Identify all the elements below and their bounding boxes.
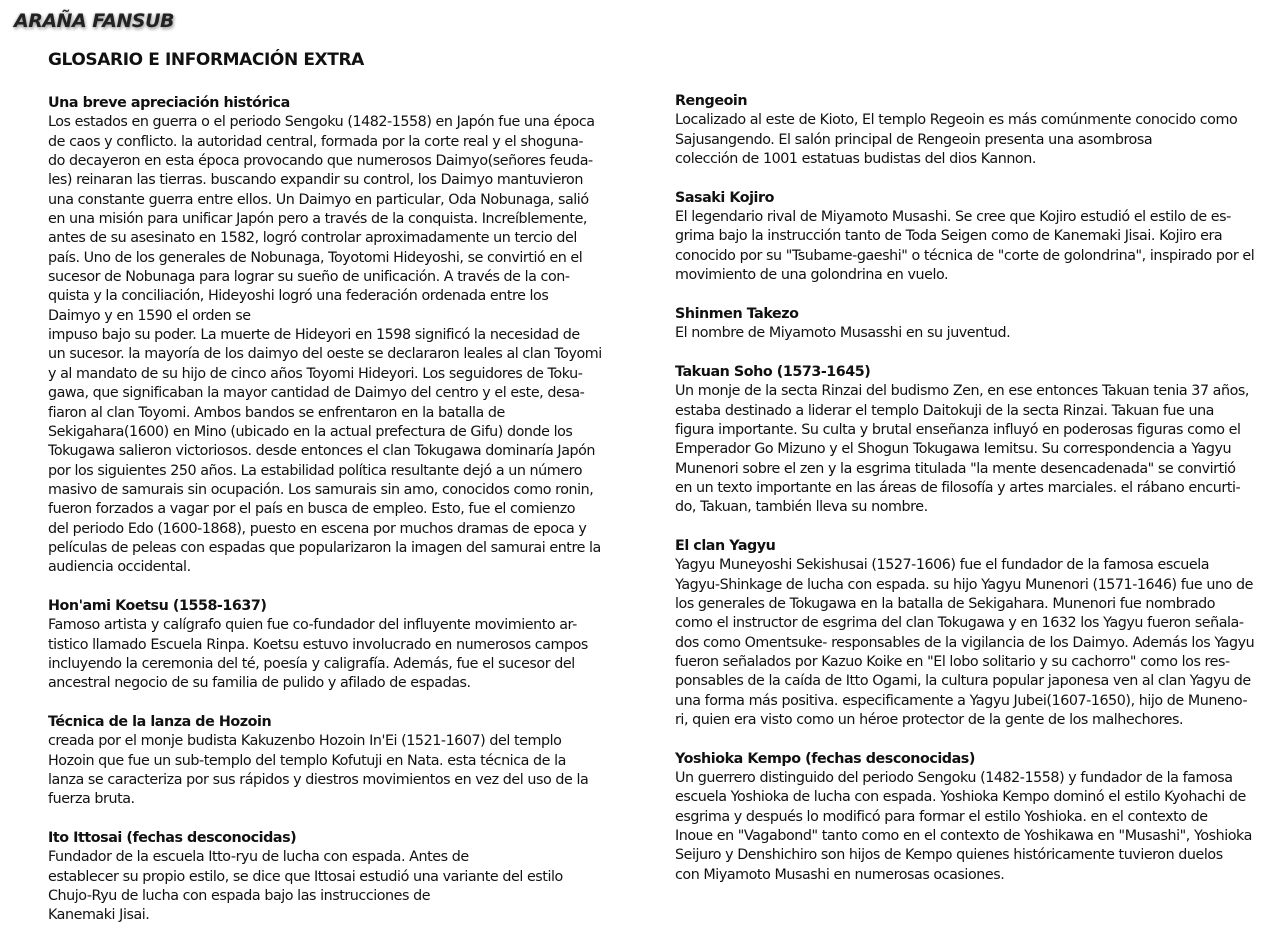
text-line: do decayeron en esta época provocando que numerosos Daimyo(señores feuda- — [48, 153, 593, 170]
text-line: incluyendo la ceremonia del té, poesía y caligrafía. Además, fue el sucesor del — [48, 655, 575, 672]
text-line: sucesor de Nobunaga para lograr su sueño de unificación. A través de la con- — [48, 269, 570, 286]
text-line: Famoso artista y calígrafo quien fue co-fundador del influyente movimiento ar- — [48, 617, 577, 634]
text-line: grima bajo la instrucción tanto de Toda Seigen como de Kanemaki Jisai. Kojiro era — [675, 228, 1223, 245]
text-line: un sucesor. la mayoría de los daimyo del oeste se declararon leales al clan Toyomi — [48, 346, 602, 363]
section-sasaki-kojiro — [675, 189, 1255, 286]
text-line: estaba destinado a liderar el templo Daitokuji de la secta Rinzai. Takuan fue una — [675, 402, 1214, 419]
text-line: Tokugawa salieron victoriosos. desde entonces el clan Tokugawa dominaría Japón — [48, 443, 596, 460]
text-line: Fundador de la escuela Itto-ryu de lucha con espada. Antes de — [48, 849, 469, 866]
section-title: Shinmen Takezo — [675, 305, 799, 322]
text-line: en un texto importante en las áreas de filosofía y artes marciales. el rábano encurti- — [675, 479, 1241, 496]
text-line: una forma más positiva. especificamente a Yagyu Jubei(1607-1650), hijo de Muneno- — [675, 692, 1248, 709]
section-title: Rengeoin — [675, 93, 748, 109]
left-column — [48, 94, 608, 945]
text-line: Un monje de la secta Rinzai del budismo Zen, en ese entonces Takuan tenia 37 años, — [675, 383, 1249, 400]
section-rengeoin — [675, 92, 1238, 169]
text-line: por los siguientes 250 años. La estabilidad política resultante dejó a un número — [48, 462, 582, 479]
text-line: les) reinaran las tierras. buscando expandir su control, los Daimyo mantuvieron — [48, 172, 583, 189]
text-line: quista y la conciliación, Hideyoshi logró una federación ordenada entre los — [48, 288, 549, 305]
section-el-clan-yagyu — [675, 537, 1255, 730]
text-line: ri, quien era visto como un héroe protector de la gente de los malhechores. — [675, 712, 1184, 728]
text-line: Chujo-Ryu de lucha con espada bajo las instrucciones de — [48, 888, 431, 905]
section-takuan-soho-1573-1645 — [675, 363, 1249, 518]
text-line: los generales de Tokugawa en la batalla de Sekigahara. Munenori fue nombrado — [675, 595, 1216, 612]
text-line: dos como Omentsuke- responsables de la vigilancia de los Daimyo. Además los Yagyu — [675, 634, 1255, 651]
text-line: escuela Yoshioka de lucha con espada. Yoshioka Kempo dominó el estilo Kyohachi de — [675, 789, 1246, 806]
text-line: creada por el monje budista Kakuzenbo Hozoin In'Ei (1521-1607) del templo — [48, 733, 562, 750]
text-line: del periodo Edo (1600-1868), puesto en escena por muchos dramas de epoca y — [48, 520, 587, 537]
text-line: El nombre de Miyamoto Musasshi en su juventud. — [675, 325, 1011, 342]
text-line: y al mandato de su hijo de cinco años Toyomi Hideyori. Los seguidores de Toku- — [48, 365, 583, 382]
text-line: como el instructor de esgrima del clan Tokugawa y en 1632 los Yagyu fueron señala- — [675, 615, 1244, 632]
text-line: esgrima y después lo modificó para formar el estilo Yoshioka. en el contexto de — [675, 808, 1208, 825]
text-line: fuerza bruta. — [48, 791, 135, 808]
text-line: impuso bajo su poder. La muerte de Hideyori en 1598 significó la necesidad de — [48, 327, 580, 344]
section-tecnica-de-la-lanza-de-hozoin — [48, 713, 608, 810]
text-line: movimiento de una golondrina en vuelo. — [675, 267, 949, 284]
text-line: Localizado al este de Kioto, El templo Regeoin es más comúnmente conocido como — [675, 112, 1238, 129]
text-line: Yagyu Muneyoshi Sekishusai (1527-1606) fue el fundador de la famosa escuela — [675, 557, 1210, 574]
text-line: El legendario rival de Miyamoto Musashi. Se cree que Kojiro estudió el estilo de es- — [675, 209, 1231, 226]
text-line: lanza se caracteriza por sus rápidos y diestros movimientos en vez del uso de la — [48, 772, 589, 789]
text-line: conocido por su "Tsubame-gaeshi" o técnica de "corte de golondrina", inspirado por el — [675, 247, 1255, 264]
text-line: fiaron al clan Toyomi. Ambos bandos se enfrentaron en la batalla de — [48, 404, 505, 421]
text-line: Un guerrero distinguido del periodo Sengoku (1482-1558) y fundador de la famosa — [675, 770, 1233, 787]
text-line: Kanemaki Jisai. — [48, 907, 150, 924]
section-title: El clan Yagyu — [675, 537, 776, 554]
text-line: figura importante. Su culta y brutal enseñanza influyó en poderosas figuras como el — [675, 421, 1241, 438]
text-line: Sajusangendo. El salón principal de Rengeoin presenta una asombrosa — [675, 131, 1153, 148]
text-line: Hozoin que fue un sub-templo del templo Kofutuji en Nata. esta técnica de la — [48, 752, 566, 769]
text-line: Los estados en guerra o el periodo Sengoku (1482-1558) en Japón fue una época — [48, 114, 595, 131]
text-line: en una misión para unificar Japón pero a través de la conquista. Increíblemente, — [48, 211, 588, 228]
text-line: Sekigahara(1600) en Mino (ubicado en la actual prefectura de Gifu) donde los — [48, 423, 573, 440]
right-column — [675, 92, 1255, 904]
section-yoshioka-kempo-fechas-desconocidas — [675, 750, 1252, 885]
text-line: con Miyamoto Musashi en numerosas ocasiones. — [675, 866, 1005, 883]
text-line: masivo de samurais sin ocupación. Los samurais sin amo, conocidos como ronin, — [48, 481, 594, 498]
text-line: Daimyo y en 1590 el orden se — [48, 307, 251, 324]
text-line: de caos y conflicto. la autoridad central, formada por la corte real y el shoguna- — [48, 133, 584, 150]
section-title: Sasaki Kojiro — [675, 189, 774, 206]
section-title: Ito Ittosai (fechas desconocidas) — [48, 830, 297, 847]
text-line: audiencia occidental. — [48, 559, 191, 576]
section-title: Hon'ami Koetsu (1558-1637) — [48, 597, 267, 614]
page-title: GLOSARIO E INFORMACIÓN EXTRA — [48, 50, 364, 70]
text-line: do, Takuan, también lleva su nombre. — [675, 499, 928, 516]
text-line: colección de 1001 estatuas budistas del dios Kannon. — [675, 151, 1036, 168]
section-ito-ittosai-fechas-desconocidas — [48, 829, 608, 926]
text-line: fueron señalados por Kazuo Koike en "El lobo solitario y su cachorro" como los res- — [675, 653, 1230, 670]
text-line: Seijuro y Denshichiro son hijos de Kempo quienes históricamente tuvieron duelos — [675, 847, 1223, 864]
text-line: establecer su propio estilo, se dice que Ittosai estudió una variante del estilo — [48, 868, 563, 885]
text-line: ponsables de la caída de Itto Ogami, la cultura popular japonesa ven al clan Yagyu de — [675, 673, 1251, 690]
text-line: Inoue en "Vagabond" tanto como en el contexto de Yoshikawa en "Musashi", Yoshioka — [675, 828, 1252, 845]
section-title: Una breve apreciación histórica — [48, 95, 290, 111]
text-line: una constante guerra entre ellos. Un Daimyo en particular, Oda Nobunaga, salió — [48, 191, 589, 208]
section-hon-ami-koetsu-1558-1637 — [48, 597, 608, 694]
text-line: antes de su asesinato en 1582, logró controlar aproximadamente un tercio del — [48, 230, 577, 247]
fansub-logo: ARAÑA FANSUB — [14, 10, 174, 32]
text-line: películas de peleas con espadas que popularizaron la imagen del samurai entre la — [48, 539, 601, 556]
section-una-breve-apreciacion-historica — [48, 94, 608, 578]
section-title: Técnica de la lanza de Hozoin — [48, 714, 272, 730]
text-line: Munenori sobre el zen y la esgrima titulada "la mente desencadenada" se convirtió — [675, 460, 1236, 477]
text-line: Emperador Go Mizuno y el Shogun Tokugawa Iemitsu. Su correspondencia a Yagyu — [675, 441, 1232, 458]
text-line: Yagyu-Shinkage de lucha con espada. su hijo Yagyu Munenori (1571-1646) fue uno de — [675, 576, 1253, 593]
text-line: fueron forzados a vagar por el país en busca de empleo. Esto, fue el comienzo — [48, 501, 576, 518]
section-title: Takuan Soho (1573-1645) — [675, 363, 871, 380]
text-line: país. Uno de los generales de Nobunaga, Toyotomi Hideyoshi, se convirtió en el — [48, 249, 583, 266]
section-title: Yoshioka Kempo (fechas desconocidas) — [675, 750, 975, 767]
section-shinmen-takezo — [675, 305, 1235, 344]
text-line: tistico llamado Escuela Rinpa. Koetsu estuvo involucrado en numerosos campos — [48, 636, 588, 653]
text-line: gawa, que significaban la mayor cantidad de Daimyo del centro y el este, desa- — [48, 385, 585, 402]
text-line: ancestral negocio de su familia de pulido y afilado de espadas. — [48, 675, 471, 692]
